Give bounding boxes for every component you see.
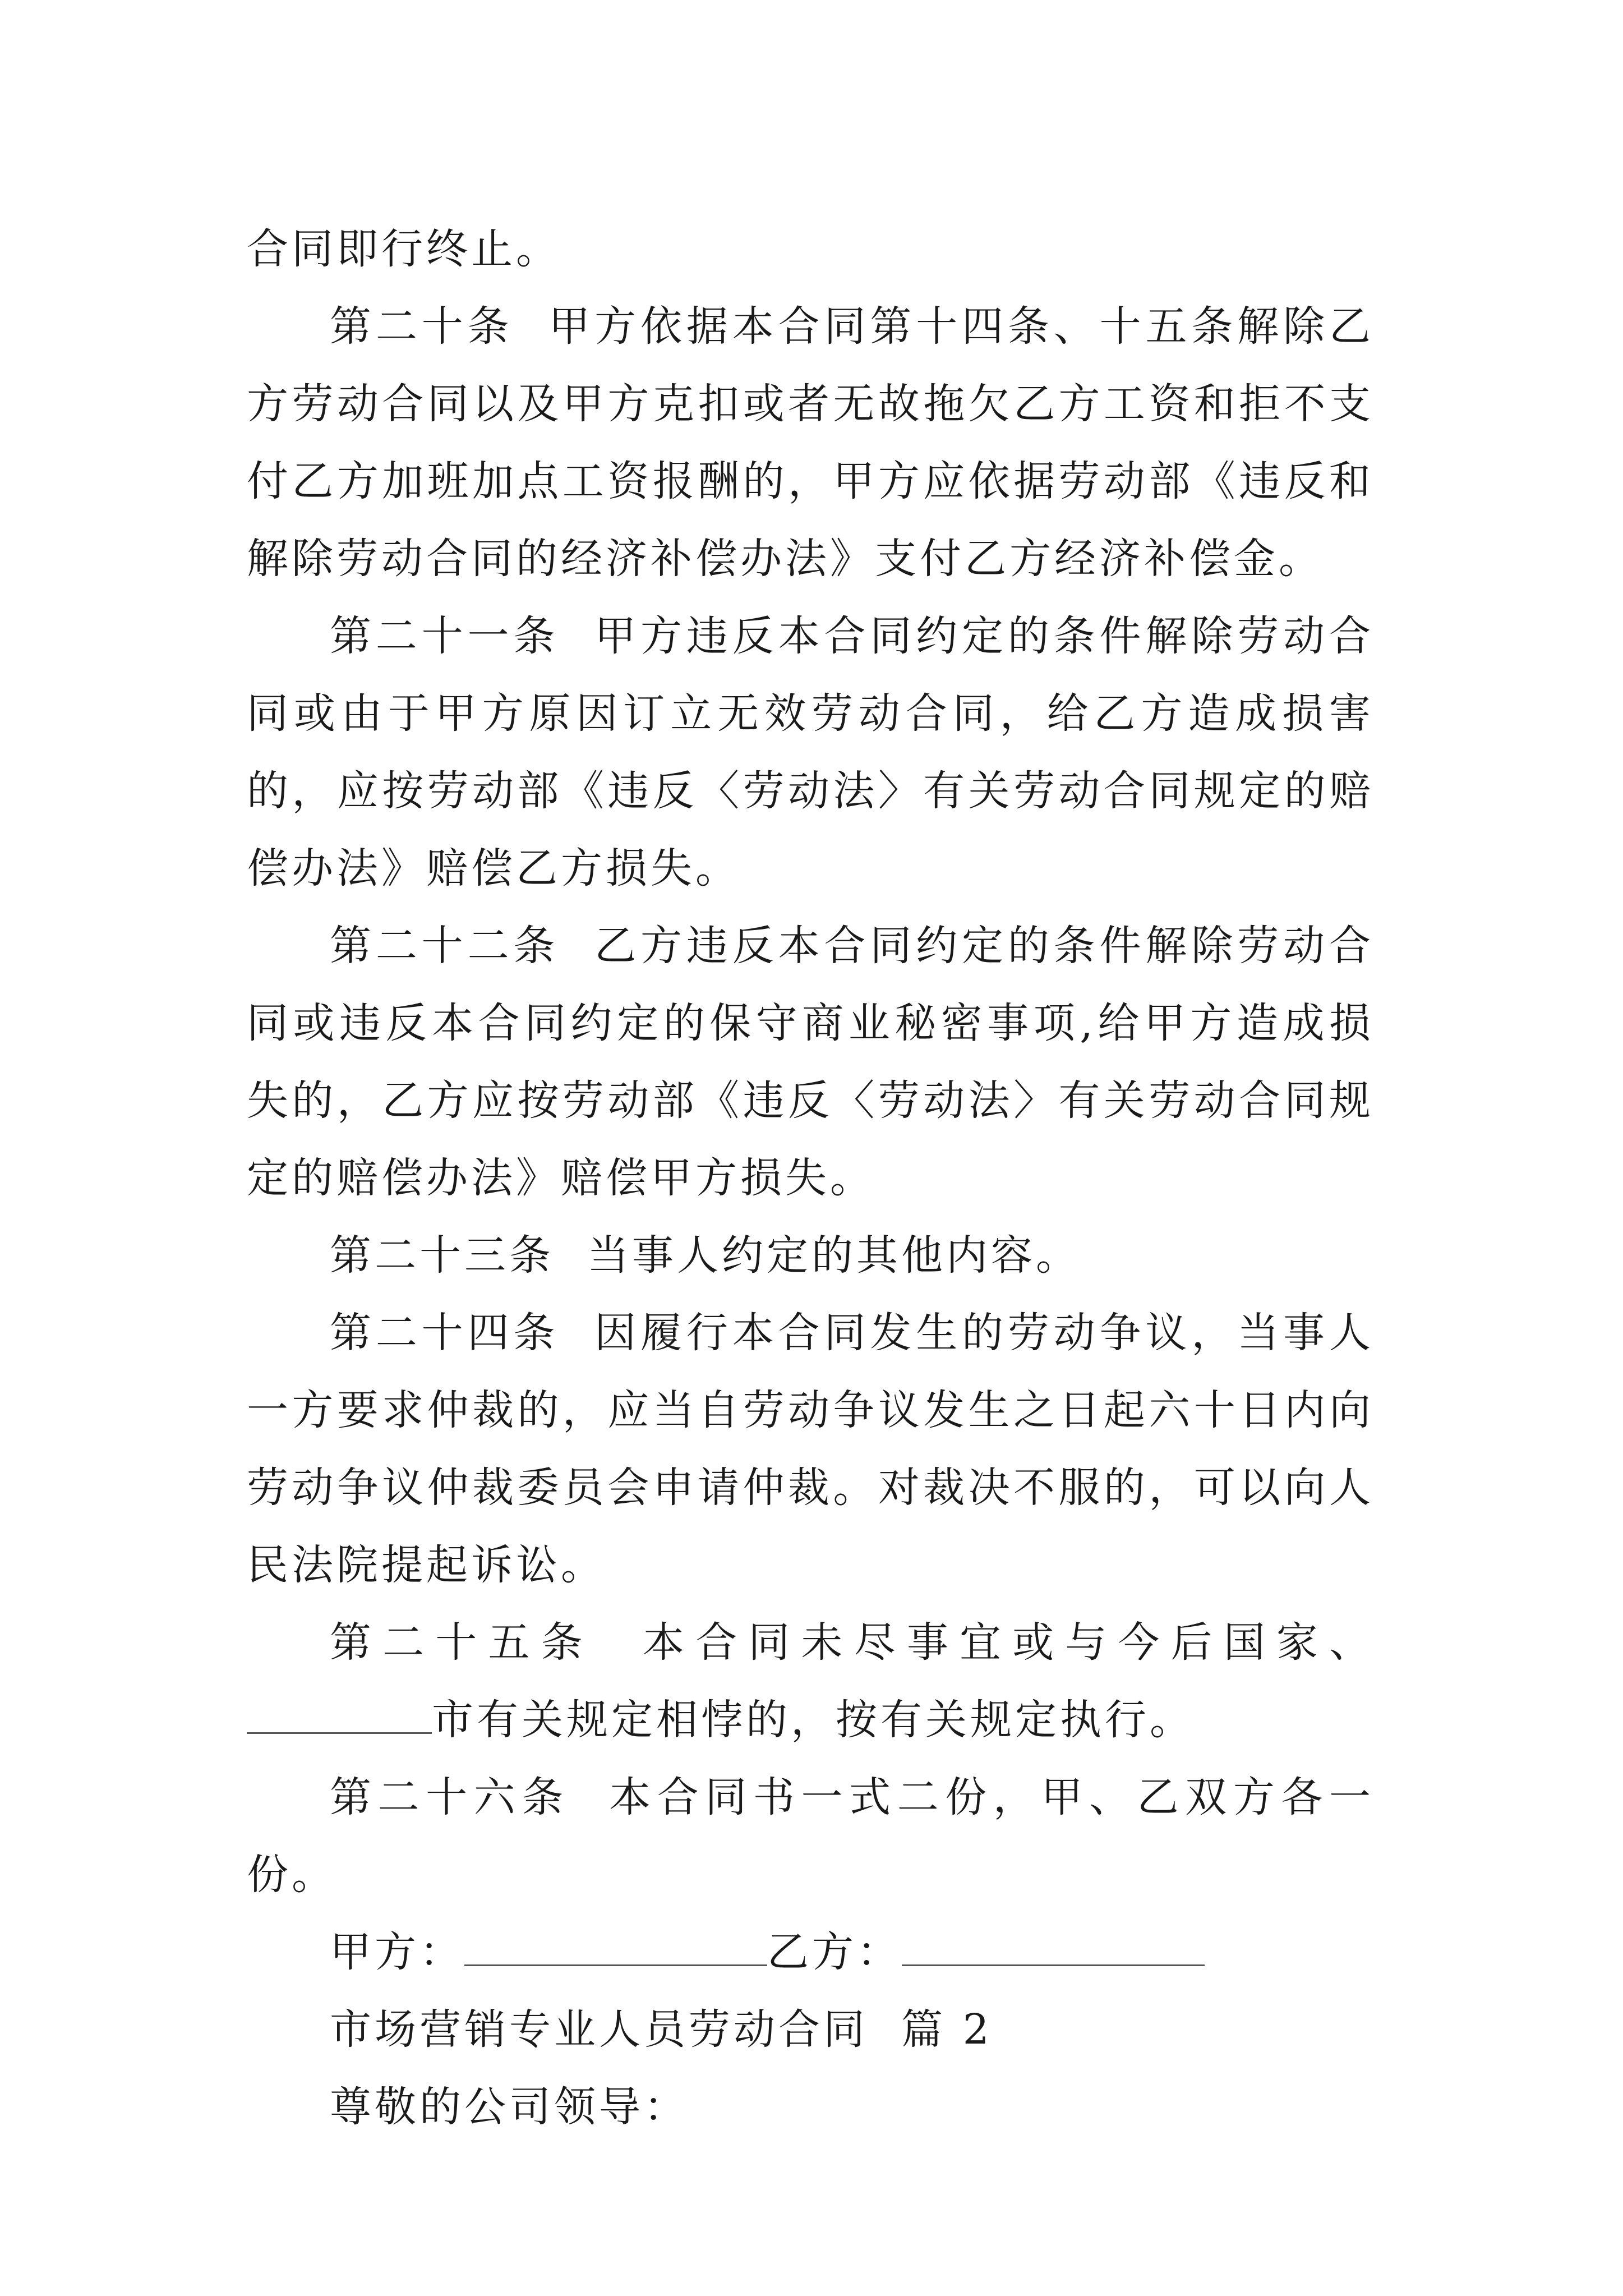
party-b-label: 乙方：	[767, 1928, 902, 1976]
document-body	[247, 210, 1374, 2146]
party-b-blank	[902, 1924, 1205, 1966]
salutation: 尊敬的公司领导：	[330, 2083, 689, 2131]
party-a-label: 甲方：	[330, 1928, 464, 1976]
article-25-text-a: 第二十五条 本合同未尽事宜或与今后国家、	[330, 1618, 1374, 1667]
section-title: 市场营销专业人员劳动合同 篇 2	[330, 2005, 993, 2054]
party-a-blank	[464, 1924, 767, 1966]
article-22: 第二十二条 乙方违反本合同约定的条件解除劳动合同或违反本合同约定的保守商业秘密事项,给甲方造成损失的，乙方应按劳动部《违反〈劳动法〉有关劳动合同规定的赔偿办法》赔偿甲方损失。	[247, 922, 1374, 1202]
article-20: 第二十条 甲方依据本合同第十四条、十五条解除乙方劳动合同以及甲方克扣或者无故拖欠乙方工资和拒不支付乙方加班加点工资报酬的，甲方应依据劳动部《违反和解除劳动合同的经济补偿办法》支付乙方经济补偿金。	[247, 302, 1374, 583]
city-blank	[247, 1692, 432, 1734]
paragraph-continuation: 合同即行终止。	[247, 225, 561, 273]
article-21: 第二十一条 甲方违反本合同约定的条件解除劳动合同或由于甲方原因订立无效劳动合同，给乙方造成损害的，应按劳动部《违反〈劳动法〉有关劳动合同规定的赔偿办法》赔偿乙方损失。	[247, 612, 1374, 892]
article-25	[247, 1604, 1374, 1759]
article-23: 第二十三条 当事人约定的其他内容。	[330, 1231, 1081, 1280]
article-26: 第二十六条 本合同书一式二份，甲、乙双方各一份。	[247, 1773, 1374, 1899]
article-24: 第二十四条 因履行本合同发生的劳动争议，当事人一方要求仲裁的，应当自劳动争议发生之日起六十日内向劳动争议仲裁委员会申请仲裁。对裁决不服的，可以向人民法院提起诉讼。	[247, 1309, 1374, 1589]
signature-line	[247, 1913, 1374, 1991]
article-25-text-b: 市有关规定相悖的，按有关规定执行。	[432, 1696, 1195, 1744]
